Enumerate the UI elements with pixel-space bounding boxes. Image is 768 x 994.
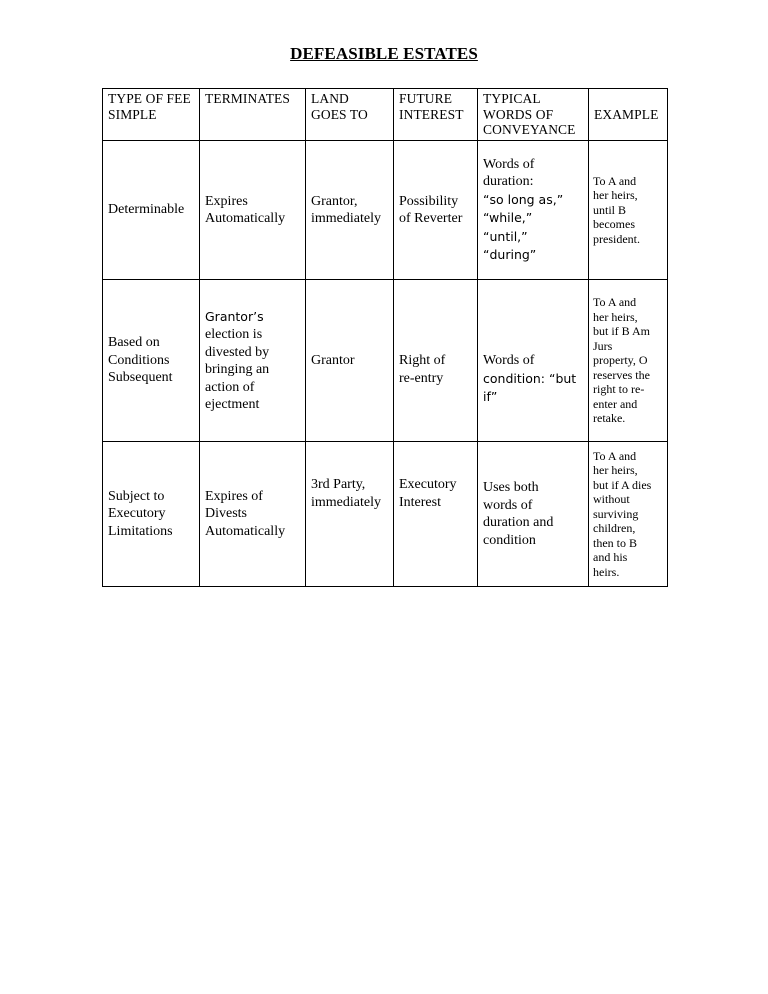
header-terminates: TERMINATES <box>200 89 306 141</box>
defeasible-estates-table <box>102 88 668 587</box>
cell-future-interest: Right of re-entry <box>394 280 478 442</box>
cell-type: Determinable <box>103 141 200 280</box>
cell-example: To A and her heirs, until B becomes president. <box>589 141 668 280</box>
cell-future-interest: Possibility of Reverter <box>394 141 478 280</box>
header-future-interest: FUTURE INTEREST <box>394 89 478 141</box>
header-land-goes-to: LAND GOES TO <box>306 89 394 141</box>
table-header-row <box>103 89 668 141</box>
cell-terminates: Expires of Divests Automatically <box>200 442 306 587</box>
words-quoted: condition: “but if” <box>483 370 577 404</box>
cell-words-of-conveyance <box>478 280 589 442</box>
cell-future-interest: Executory Interest <box>394 442 478 587</box>
terminates-text: election is divested by bringing an action of ejectment <box>205 327 270 412</box>
cell-type: Based on Conditions Subsequent <box>103 280 200 442</box>
words-quoted: “so long as,” “while,” “until,” “during” <box>483 191 564 262</box>
header-example: EXAMPLE <box>589 89 668 141</box>
header-typical-words-of-conveyance: TYPICAL WORDS OF CONVEYANCE <box>478 89 589 141</box>
cell-land-goes-to: Grantor <box>306 280 394 442</box>
cell-example: To A and her heirs, but if A dies without surviving children, then to B and his heirs. <box>589 442 668 587</box>
terminates-quoted: Grantor’s <box>205 308 264 324</box>
cell-land-goes-to: Grantor, immediately <box>306 141 394 280</box>
cell-land-goes-to: 3rd Party, immediately <box>306 442 394 587</box>
words-intro: Words of duration: <box>483 156 535 189</box>
cell-words-of-conveyance <box>478 141 589 280</box>
header-type-of-fee-simple: TYPE OF FEE SIMPLE <box>103 89 200 141</box>
cell-example: To A and her heirs, but if B Am Jurs property, O reserves the right to re- enter and retake. <box>589 280 668 442</box>
words-intro: Words of <box>483 353 535 368</box>
document-title: DEFEASIBLE ESTATES <box>290 44 478 63</box>
table-row <box>103 280 668 442</box>
cell-terminates <box>200 280 306 442</box>
cell-words-of-conveyance: Uses both words of duration and condition <box>478 442 589 587</box>
table-row <box>103 442 668 587</box>
cell-type: Subject to Executory Limitations <box>103 442 200 587</box>
cell-terminates: Expires Automatically <box>200 141 306 280</box>
table-row <box>103 141 668 280</box>
